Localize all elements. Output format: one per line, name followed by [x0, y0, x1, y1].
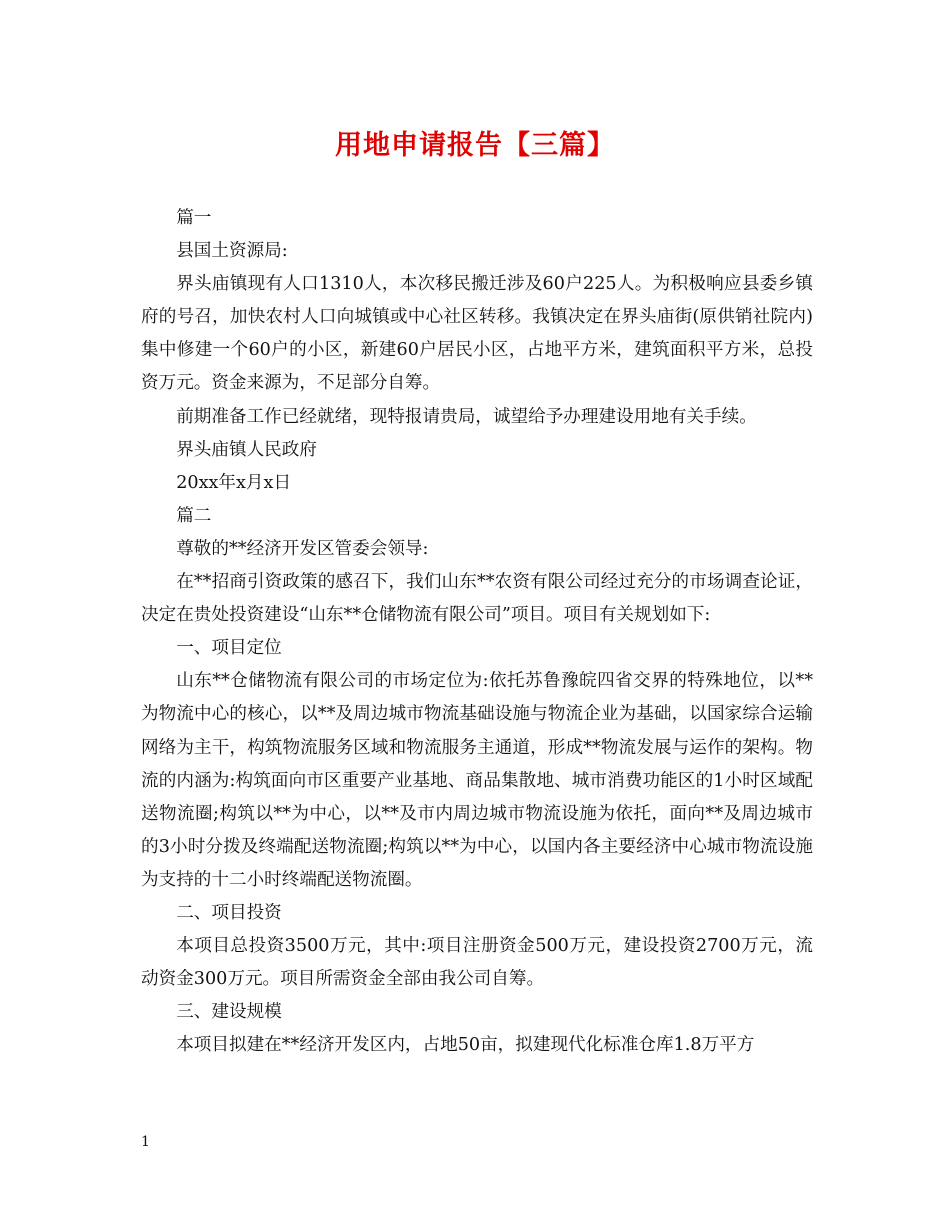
paragraph: 本项目总投资3500万元，其中:项目注册资金500万元，建设投资2700万元，流动资金300万元。项目所需资金全部由我公司自筹。 — [141, 936, 813, 990]
paragraph: 界头庙镇现有人口1310人，本次移民搬迁涉及60户225人。为积极响应县委乡镇府的号召，加快农村人口向城镇或中心社区转移。我镇决定在界头庙街(原供销社院内)集中修建一个60户的小区，新建60户居民小区，占地平方米，建筑面积平方米，总投资万元。资金来源为，不足部分自筹。 — [141, 274, 813, 394]
paragraph: 山东**仓储物流有限公司的市场定位为:依托苏鲁豫皖四省交界的特殊地位，以**为物流中心的核心，以**及周边城市物流基础设施与物流企业为基础，以国家综合运输网络为主干，构筑物流服务区域和物流服务主通道，形成**物流发展与运作的架构。物流的内涵为:构筑面向市区重要产业基地、商品集散地、城市消费功能区的1小时区域配送物流圈;构筑以**为中心，以**及市内周边城市物流设施为依托，面向**及周边城市的3小时分拨及终端配送物流圈;构筑以**为中心，以国内各主要经济中心城市物流设施为支持的十二小时终端配送物流圈。 — [141, 671, 813, 890]
document-title: 用地申请报告【三篇】 — [335, 130, 615, 161]
paragraph: 县国土资源局: — [176, 241, 288, 262]
paragraph: 本项目拟建在**经济开发区内，占地50亩，拟建现代化标准仓库1.8万平方 — [176, 1035, 755, 1056]
paragraph: 前期准备工作已经就绪，现特报请贵局，诚望给予办理建设用地有关手续。 — [176, 406, 757, 427]
page-number: 1 — [141, 1134, 150, 1150]
paragraph: 尊敬的**经济开发区管委会领导: — [176, 538, 429, 559]
paragraph: 界头庙镇人民政府 — [176, 439, 317, 460]
paragraph: 在**招商引资政策的感召下，我们山东**农资有限公司经过充分的市场调查论证，决定在贵处投资建设“山东**仓储物流有限公司”项目。项目有关规划如下: — [141, 572, 813, 626]
document-body — [141, 202, 813, 1062]
paragraph: 篇一 — [176, 208, 212, 228]
paragraph: 20xx年x月x日 — [176, 472, 292, 493]
paragraph: 一、项目定位 — [176, 638, 282, 659]
paragraph: 二、项目投资 — [176, 902, 282, 923]
paragraph: 三、建设规模 — [176, 1002, 282, 1023]
paragraph: 篇二 — [176, 505, 212, 526]
